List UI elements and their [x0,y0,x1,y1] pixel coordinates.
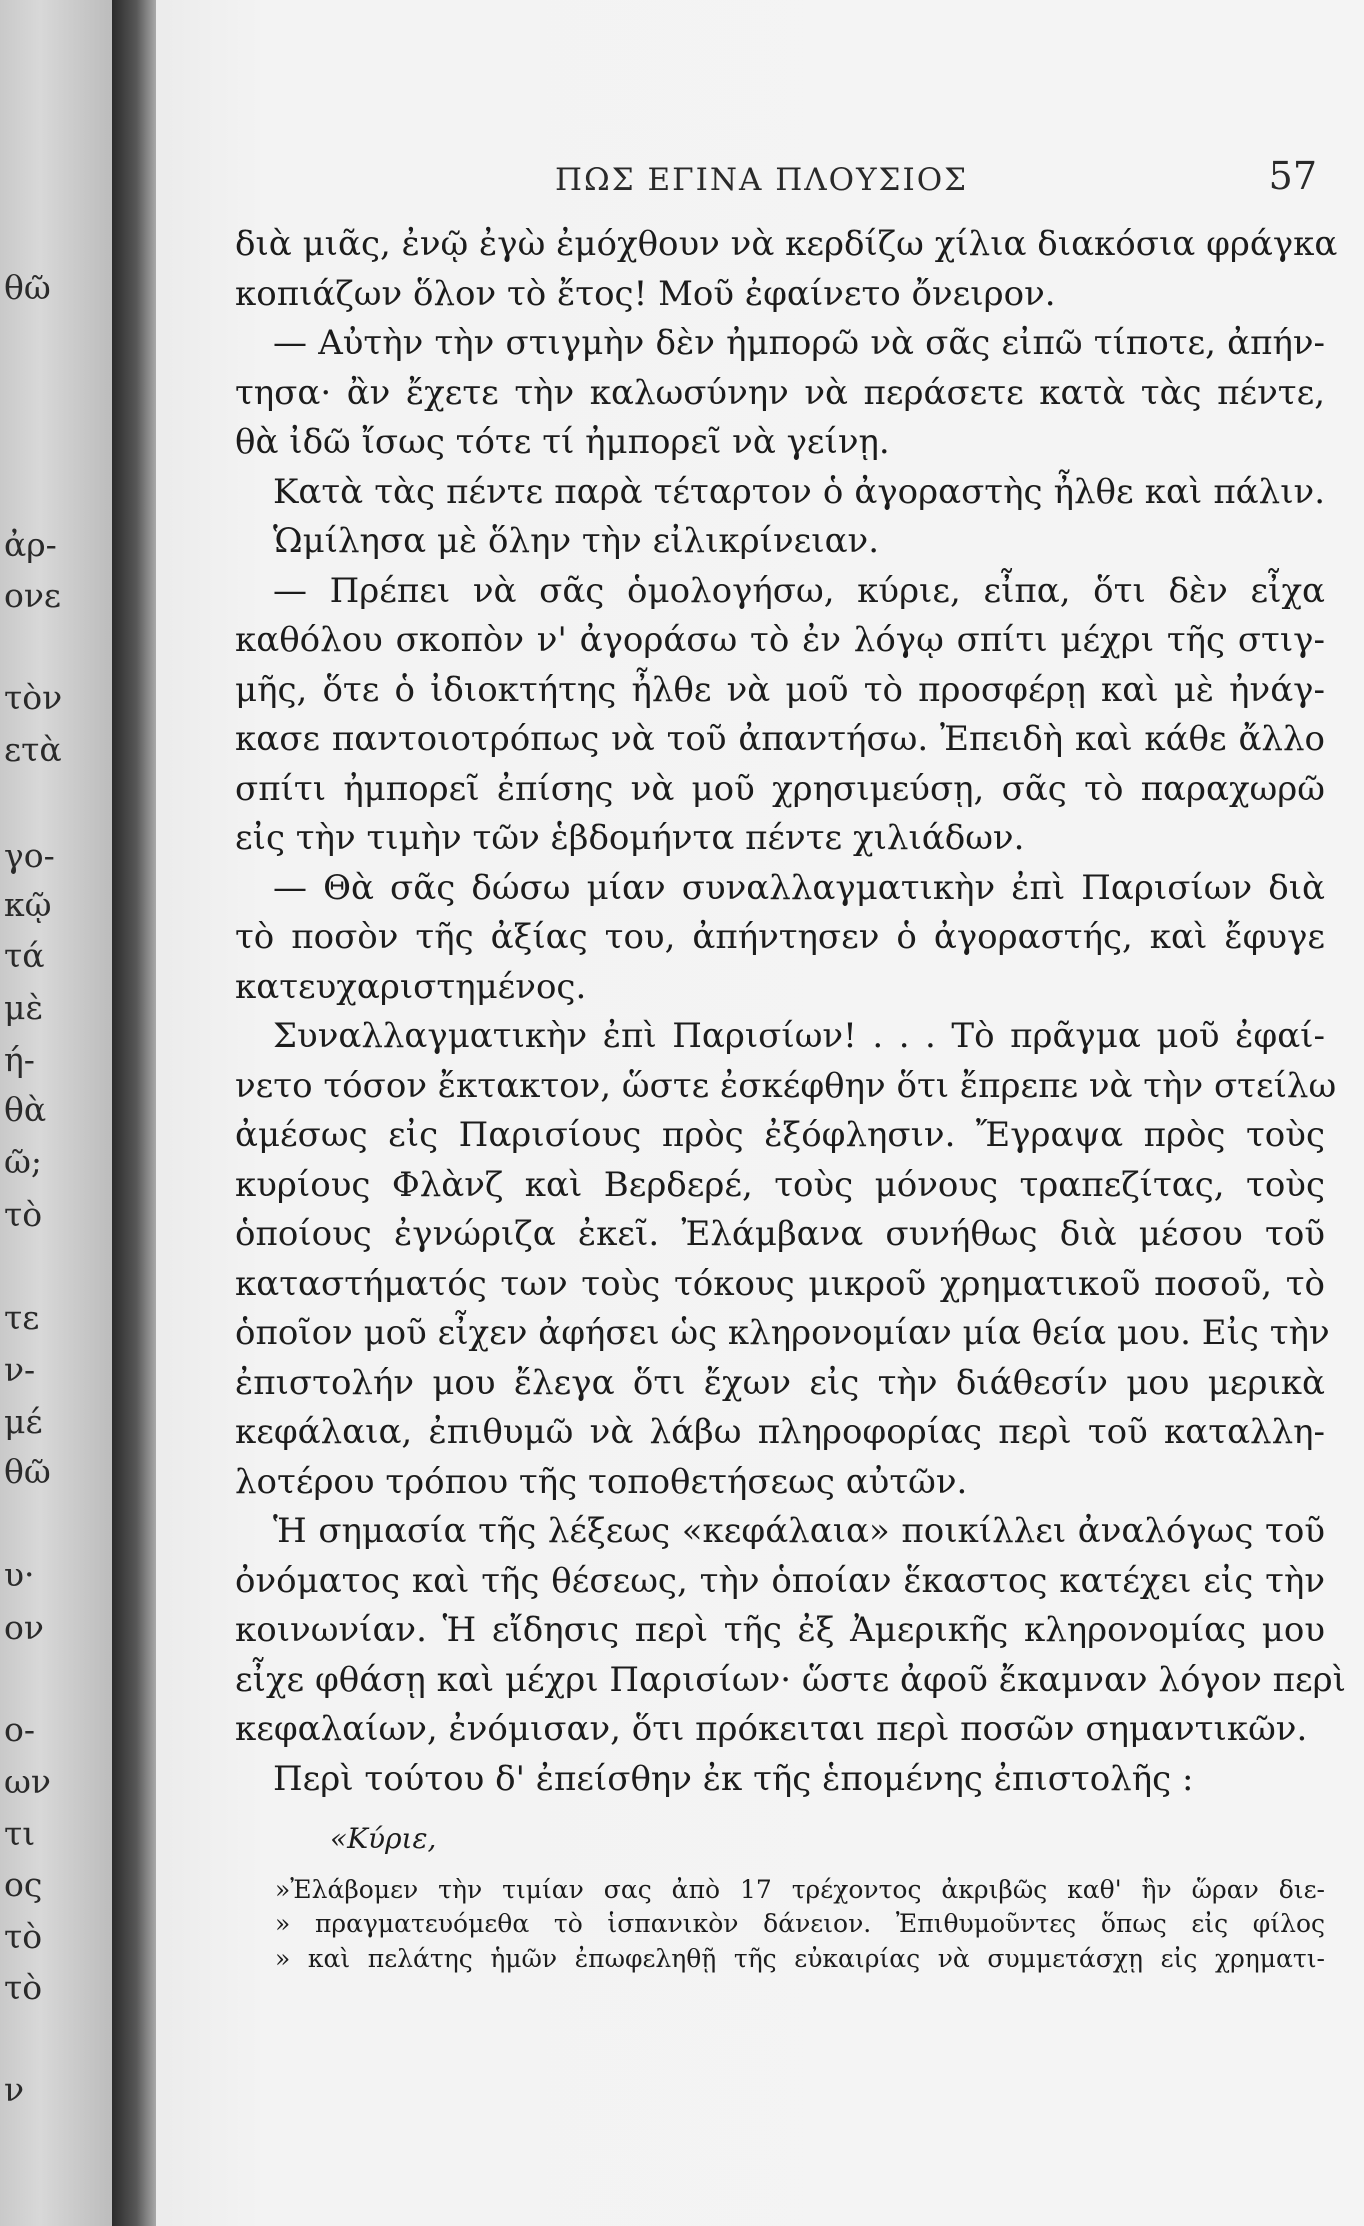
letter-lines [235,1873,1325,1977]
facing-page-fragment: θῶ [4,1452,51,1491]
facing-page-fragment: γο- [4,836,55,875]
text-line: κατευχαριστημένος. [235,966,587,1007]
text-line: κυρίους Φλὰνζ καὶ Βερδερέ, τοὺς μόνους τραπεζίτας, τοὺς [235,1164,1325,1205]
text-line: Συναλλαγματικὴν ἐπὶ Παρισίων! . . . Τὸ πρᾶγμα μοῦ ἐφαί- [273,1016,1325,1056]
text-line: τησα· ἂν ἔχετε τὴν καλωσύνην νὰ περάσετε κατὰ τὰς πέντε, [235,372,1325,413]
text-line: Περὶ τούτου δ' ἐπείσθην ἐκ τῆς ἑπομένης ἐπιστολῆς : [273,1758,1194,1799]
text-line: θὰ ἰδῶ ἴσως τότε τί ἠμπορεῖ νὰ γείνῃ. [235,422,890,462]
text-line: κασε παντοιοτρόπως νὰ τοῦ ἀπαντήσω. Ἐπειδὴ καὶ κάθε ἄλλο [235,719,1325,759]
text-line: νετο τόσον ἔκτακτον, ὥστε ἐσκέφθην ὅτι ἔπρεπε νὰ τὴν στείλω [235,1065,1337,1106]
text-line: κεφάλαια, ἐπιθυμῶ νὰ λάβω πληροφορίας περὶ τοῦ καταλλη- [235,1412,1325,1452]
text-line: εἰς τὴν τιμὴν τῶν ἑβδομήντα πέντε χιλιάδων. [235,818,1025,858]
letter-line: » καὶ πελάτης ἡμῶν ἐπωφεληθῇ τῆς εὐκαιρίας νὰ συμμετάσχῃ εἰς χρηματι- [275,1943,1325,1973]
text-line: Ἡ σημασία τῆς λέξεως «κεφάλαια» ποικίλλει ἀναλόγως τοῦ [273,1511,1325,1551]
facing-page-fragment: μέ [4,1402,43,1441]
text-line: ἀμέσως εἰς Παρισίους πρὸς ἐξόφλησιν. Ἔγραψα πρὸς τοὺς [235,1115,1325,1155]
facing-page-fragment: ος [4,1865,43,1904]
running-head [235,140,1325,200]
facing-page-fragment: θῶ [4,268,51,307]
text-line: διὰ μιᾶς, ἐνῷ ἐγὼ ἐμόχθουν νὰ κερδίζω χίλια διακόσια φράγκα [235,224,1338,264]
text-line: — Πρέπει νὰ σᾶς ὁμολογήσω, κύριε, εἶπα, ὅτι δὲν εἶχα [273,570,1325,611]
text-line: καθόλου σκοπὸν ν' ἀγοράσω τὸ ἐν λόγῳ σπίτι μέχρι τῆς στιγ- [235,620,1325,660]
text-line: Κατὰ τὰς πέντε παρὰ τέταρτον ὁ ἀγοραστὴς ἦλθε καὶ πάλιν. [273,471,1325,512]
page-number: 57 [1268,154,1317,198]
quoted-letter [235,1822,1325,1976]
text-line: εἶχε φθάσῃ καὶ μέχρι Παρισίων· ὥστε ἀφοῦ ἔκαμναν λόγον περὶ [235,1659,1346,1700]
text-line: σπίτι ἠμπορεῖ ἐπίσης νὰ μοῦ χρησιμεύσῃ, σᾶς τὸ παραχωρῶ [235,768,1325,809]
book-page [235,140,1346,1976]
facing-page-fragment: τι [4,1814,36,1853]
facing-page-fragment: ν [4,2070,25,2109]
facing-page-fragment: τὸ [4,1968,43,2007]
text-line: καταστήματός των τοὺς τόκους μικροῦ χρηματικοῦ ποσοῦ, τὸ [235,1263,1325,1304]
facing-page-fragment: ή- [4,1040,35,1079]
text-line: ὀνόματος καὶ τῆς θέσεως, τὴν ὁποίαν ἕκαστος κατέχει εἰς τὴν [235,1560,1325,1601]
letter-salutation: «Κύριε, [330,1822,437,1855]
body-text [235,220,1346,1804]
text-line: Ὡμίλησα μὲ ὅλην τὴν εἰλικρίνειαν. [273,521,880,561]
facing-page-fragment: ων [4,1762,51,1801]
facing-page-fragment: υ· [4,1555,35,1594]
facing-page-fragment: τὸν [4,678,63,717]
facing-page-fragment: ἀρ- [4,525,57,564]
facing-page-fragment: ν- [4,1350,36,1389]
facing-page-fragment: θὰ [4,1090,47,1129]
text-line: τὸ ποσὸν τῆς ἀξίας του, ἀπήντησεν ὁ ἀγοραστής, καὶ ἔφυγε [235,917,1325,957]
text-line: μῆς, ὅτε ὁ ἰδιοκτήτης ἦλθε νὰ μοῦ τὸ προσφέρῃ καὶ μὲ ἠνάγ- [235,669,1325,710]
facing-page-fragment: ῶ; [4,1142,43,1181]
facing-page-fragment: ον [4,1608,44,1647]
text-line: ἐπιστολήν μου ἔλεγα ὅτι ἔχων εἰς τὴν διάθεσίν μου μερικὰ [235,1362,1325,1403]
facing-page-fragment: ονε [4,576,62,615]
facing-page-fragment: τὸ [4,1195,43,1234]
letter-line: »Ἐλάβομεν τὴν τιμίαν σας ἀπὸ 17 τρέχοντος ἀκριβῶς καθ' ἣν ὥραν διε- [275,1874,1325,1904]
facing-page-edge [0,0,112,2226]
text-line: — Αὐτὴν τὴν στιγμὴν δὲν ἠμπορῶ νὰ σᾶς εἰπῶ τίποτε, ἀπήν- [273,323,1325,363]
book-gutter-shadow [112,0,156,2226]
running-title: ΠΩΣ ΕΓΙΝΑ ΠΛΟΥΣΙΟΣ [555,162,969,198]
text-line: κοινωνίαν. Ἡ εἴδησις περὶ τῆς ἐξ Ἀμερικῆς κληρονομίας μου [235,1610,1325,1650]
facing-page-fragment: ετὰ [4,730,62,769]
facing-page-fragment: μὲ [4,988,44,1027]
text-line: — Θὰ σᾶς δώσω μίαν συναλλαγματικὴν ἐπὶ Παρισίων διὰ [273,867,1325,908]
facing-page-fragment: ο- [4,1710,36,1749]
text-line: κεφαλαίων, ἐνόμισαν, ὅτι πρόκειται περὶ ποσῶν σημαντικῶν. [235,1709,1308,1749]
text-line: ὁποίους ἐγνώριζα ἐκεῖ. Ἐλάμβανα συνήθως διὰ μέσου τοῦ [235,1214,1325,1254]
letter-line: » πραγματευόμεθα τὸ ἱσπανικὸν δάνειον. Ἐπιθυμοῦντες ὅπως εἰς φίλος [275,1909,1325,1938]
facing-page-fragment: κῷ [4,885,52,924]
text-line: ὁποῖον μοῦ εἶχεν ἀφήσει ὡς κληρονομίαν μία θεία μου. Εἰς τὴν [235,1313,1330,1353]
text-line: κοπιάζων ὅλον τὸ ἔτος! Μοῦ ἐφαίνετο ὄνειρον. [235,273,1056,314]
facing-page-fragment: τὸ [4,1917,43,1956]
text-line: λοτέρου τρόπου τῆς τοποθετήσεως αὐτῶν. [235,1461,968,1502]
facing-page-fragment: τε [4,1298,40,1337]
facing-page-fragment: τά [4,936,45,975]
